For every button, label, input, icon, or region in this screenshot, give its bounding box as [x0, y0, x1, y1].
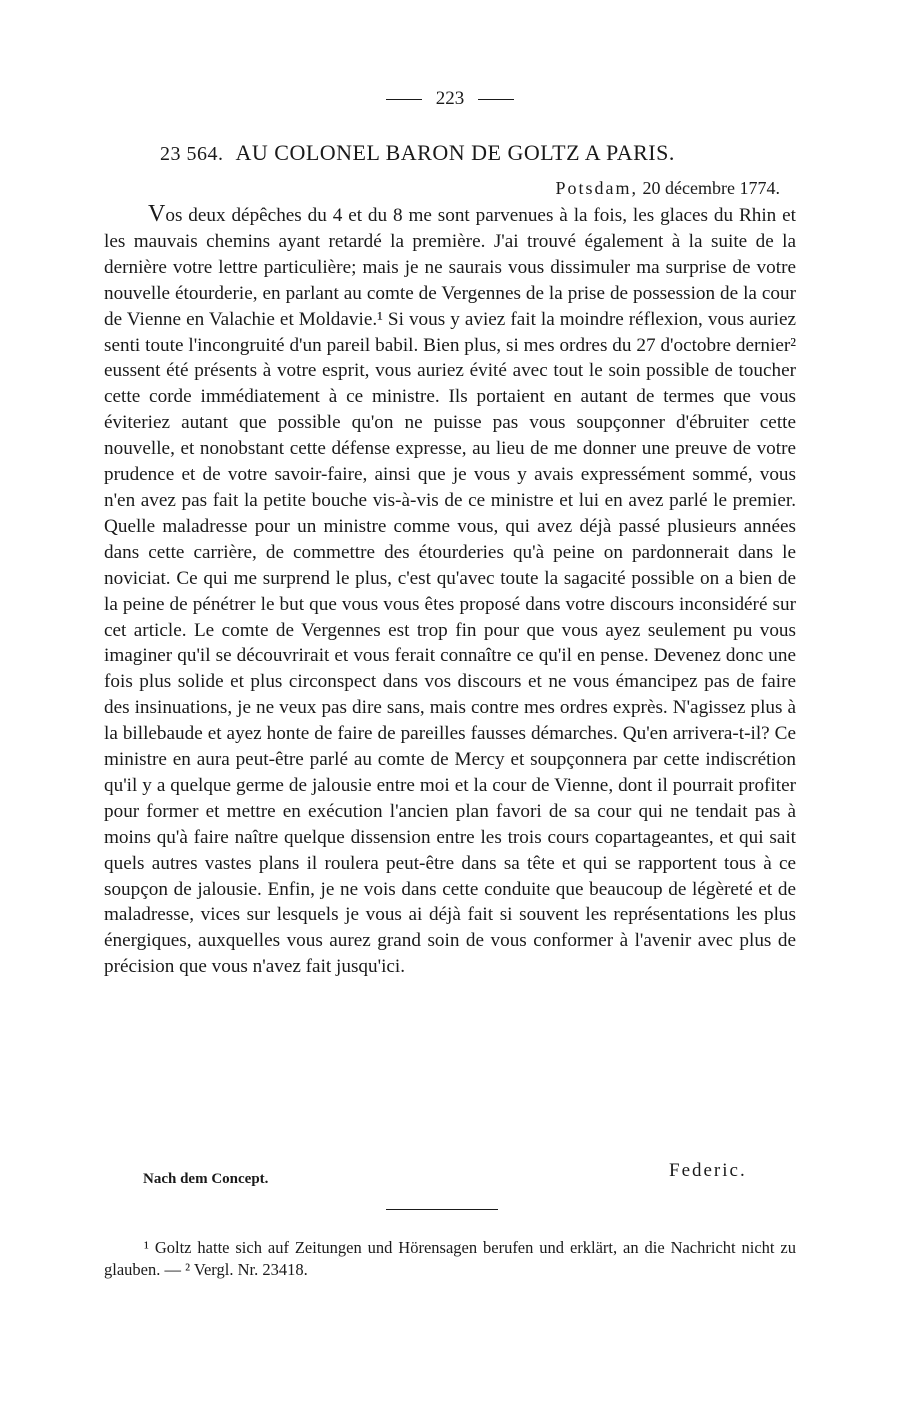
- footnote-separator: [386, 1209, 498, 1210]
- source-note: Nach dem Concept.: [143, 1171, 269, 1187]
- dateline-date: 20 décembre 1774.: [642, 178, 780, 198]
- letter-opening-initial: V: [148, 201, 166, 227]
- letter-body-text: os deux dépêches du 4 et du 8 me sont parvenues à la fois, les glaces du Rhin et les mauvais chemins ayant retardé la première. J'ai trouvé également à la suite de la dernière votre lettre particulière; mais je ne saurais vous dissimuler ma surprise de votre nouvelle étourderie, en parlant au comte de Vergennes de la prise de possession de la cour de Vienne en Valachie et Moldavie.¹ Si vous y aviez fait la moindre réflexion, vous auriez senti toute l'incongruité d'un pareil babil. Bien plus, si mes ordres du 27 d'octobre dernier² eussent été présents à votre esprit, vous auriez évité avec tout le soin possible de toucher cette corde immédiatement à ce ministre. Ils portaient en autant de termes que vous éviteriez autant que possible qu'on ne puisse pas vous soupçonner d'ébruiter cette nouvelle, et nonobstant cette défense expresse, au lieu de me donner une preuve de votre prudence et de votre savoir-faire, ainsi que je vous y avais expressément sommé, vous n'en avez pas fait la petite bouche vis-à-vis de ce ministre et lui en avez parlé le premier. Quelle maladresse pour un ministre comme vous, qui avez déjà passé plusieurs années dans cette carrière, de commettre des étourderies qu'à peine on pardonnerait dans le noviciat. Ce qui me surprend le plus, c'est qu'avec toute la sagacité possible on a bien de la peine de pénétrer le but que vous vous êtes proposé dans votre discours inconsidéré sur cet article. Le comte de Vergennes est trop fin pour que vous ayez seulement pu vous imaginer qu'il se découvrirait et vous ferait connaître ce qu'il en pense. Devenez donc une fois plus solide et plus circonspect dans vos discours et ne vous émancipez pas de faire des insinuations, je ne veux pas dire sans, mais contre mes ordres exprès. N'agissez plus à la billebaude et ayez honte de faire de pareilles fausses démarches. Qu'en arrivera-t-il? Ce ministre en aura peut-être parlé au comte de Mercy et soupçonnera par cette indiscrétion qu'il y a quelque germe de jalousie entre moi et la cour de Vienne, dont il pourrait profiter pour former et mettre en exécution l'ancien plan favori de sa cour qui ne tendait pas à moins qu'à faire naître quelque dissension entre les trois cours copartageantes, et qui sait quels autres vastes plans il roulera peut-être dans sa tête et qui se rapportent tous à ce soupçon de jalousie. Enfin, je ne vois dans cette conduite que beaucoup de légèreté et de maladresse, vices sur lesquels je vous ai déjà fait si souvent les représentations les plus énergiques, auxquelles vous aurez grand soin de vous conformer à l'avenir avec plus de précision que vous n'avez fait jusqu'ici.: [104, 205, 796, 978]
- page-number-left-rule: [386, 99, 422, 100]
- dateline: [556, 178, 780, 199]
- letter-heading: [160, 140, 800, 166]
- page-header: [0, 88, 900, 110]
- letter-number: 23 564.: [160, 143, 224, 165]
- page-number-right-rule: [478, 99, 514, 100]
- signature: Federic.: [669, 1160, 747, 1181]
- letter-body: [104, 202, 796, 980]
- page-number: 223: [435, 88, 465, 109]
- letter-title: AU COLONEL BARON DE GOLTZ A PARIS.: [235, 140, 675, 165]
- footnotes: ¹ Goltz hatte sich auf Zeitungen und Hörensagen berufen und erklärt, an die Nachricht nicht zu glauben. — ² Vergl. Nr. 23418.: [104, 1238, 796, 1279]
- dateline-place: Potsdam,: [555, 178, 639, 198]
